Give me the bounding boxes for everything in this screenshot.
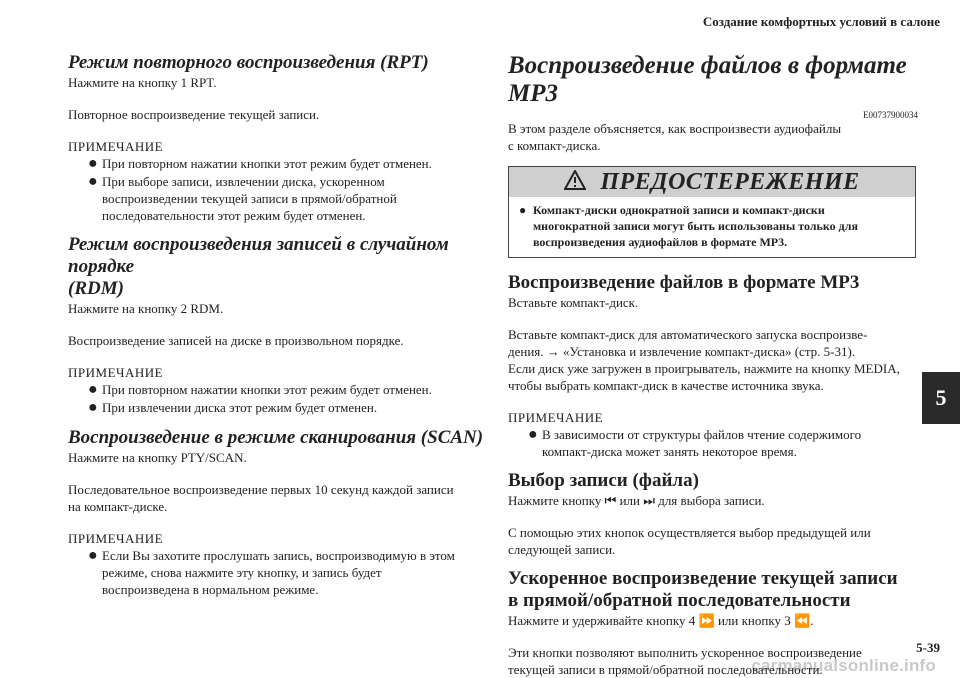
select-heading: Выбор записи (файла) xyxy=(508,470,699,491)
note-text: В зависимости от структуры файлов чтение содержимого xyxy=(542,427,862,442)
warning-body xyxy=(509,197,915,257)
note-text: При выборе записи, извлечении диска, ускоренном xyxy=(102,174,385,189)
rdm-note-item xyxy=(68,381,488,399)
rdm-instruction: Нажмите на кнопку 2 RDM. xyxy=(68,301,224,316)
scan-instruction: Нажмите на кнопку PTY/SCAN. xyxy=(68,450,247,465)
play-description: Если диск уже загружен в проигрыватель, нажмите на кнопку MEDIA, xyxy=(508,361,900,376)
rdm-note-item xyxy=(68,399,488,417)
warning-text: воспроизведения аудиофайлов в формате MP3. xyxy=(533,235,788,249)
note-text: Если Вы захотите прослушать запись, воспроизводимую в этом xyxy=(102,548,455,563)
play-description: Вставьте компакт-диск для автоматического запуска воспроизве- xyxy=(508,327,868,342)
text: или xyxy=(619,493,640,508)
rdm-heading: Режим воспроизведения записей в случайном порядке xyxy=(68,234,449,277)
play-note-label: ПРИМЕЧАНИЕ xyxy=(508,410,604,425)
bullet-icon xyxy=(88,547,102,598)
note-text: компакт-диска может занять некоторое время. xyxy=(542,444,797,459)
rpt-note-label: ПРИМЕЧАНИЕ xyxy=(68,139,164,154)
skip-back-icon: ⏮ xyxy=(604,493,617,508)
note-text: При повторном нажатии кнопки этот режим будет отменен. xyxy=(102,382,432,397)
rpt-note-item xyxy=(68,155,488,173)
scan-description: на компакт-диске. xyxy=(68,499,168,514)
page-number: 5-39 xyxy=(916,640,940,655)
play-description: дения. → «Установка и извлечение компакт-диска» (стр. 5-31). xyxy=(508,344,856,359)
note-text: воспроизведена в нормальном режиме. xyxy=(102,582,319,597)
ff-heading: Ускоренное воспроизведение текущей записи xyxy=(508,568,898,589)
note-text: режиме, снова нажмите эту кнопку, и запись будет xyxy=(102,565,382,580)
scan-note-label: ПРИМЕЧАНИЕ xyxy=(68,531,164,546)
bullet-icon xyxy=(88,155,102,173)
mp3-intro: В этом разделе объясняется, как воспроизвести аудиофайлы xyxy=(508,121,842,136)
warning-text: многократной записи могут быть использованы только для xyxy=(533,219,858,233)
note-text: последовательности этот режим будет отменен. xyxy=(102,208,366,223)
section-code: E00737900034 xyxy=(863,110,918,120)
text: или кнопку 3 xyxy=(717,613,791,628)
ff-description: текущей записи в прямой/обратной последовательности. xyxy=(508,662,823,677)
rdm-description: Воспроизведение записей на диске в произвольном порядке. xyxy=(68,333,404,348)
warning-item xyxy=(519,202,907,250)
rpt-description: Повторное воспроизведение текущей записи. xyxy=(68,107,320,122)
play-note-item xyxy=(508,426,918,460)
chapter-tab: 5 xyxy=(922,372,960,424)
select-description: С помощью этих кнопок осуществляется выбор предыдущей или xyxy=(508,525,871,540)
rdm-note-label: ПРИМЕЧАНИЕ xyxy=(68,365,164,380)
bullet-icon xyxy=(528,426,542,460)
skip-forward-icon: ⏭ xyxy=(643,493,655,508)
rewind-icon: ⏪ xyxy=(793,613,811,628)
fast-forward-icon: ⏩ xyxy=(698,613,715,628)
play-description: чтобы выбрать компакт-диск в качестве источника звука. xyxy=(508,378,824,393)
running-header: Создание комфортных условий в салоне xyxy=(702,14,940,29)
warning-title: ПРЕДОСТЕРЕЖЕНИЕ xyxy=(600,168,860,195)
warning-text: Компакт-диски однократной записи и компакт-диски xyxy=(533,203,825,217)
bullet-icon xyxy=(519,202,533,250)
watermark: carmanualsonline.info xyxy=(751,656,936,675)
left-column xyxy=(68,52,488,598)
rpt-heading: Режим повторного воспроизведения (RPT) xyxy=(68,52,429,73)
note-text: При извлечении диска этот режим будет отменен. xyxy=(102,400,378,415)
rpt-instruction: Нажмите на кнопку 1 RPT. xyxy=(68,75,217,90)
text: Нажмите и удерживайте кнопку 4 xyxy=(508,613,696,628)
ff-heading-cont: в прямой/обратной последовательности xyxy=(508,590,851,611)
warning-header xyxy=(509,167,915,197)
scan-heading: Воспроизведение в режиме сканирования (SCAN) xyxy=(68,427,484,448)
note-text: При повторном нажатии кнопки этот режим будет отменен. xyxy=(102,156,432,171)
ff-description: Эти кнопки позволяют выполнить ускоренное воспроизведение xyxy=(508,645,862,660)
right-column xyxy=(508,52,918,678)
scan-note-item xyxy=(68,547,488,598)
bullet-icon xyxy=(88,173,102,224)
play-instruction: Вставьте компакт-диск. xyxy=(508,295,639,310)
select-instruction xyxy=(508,492,918,509)
select-description: следующей записи. xyxy=(508,542,616,557)
text: Нажмите кнопку xyxy=(508,493,602,508)
text: для выбора записи. xyxy=(658,493,765,508)
mp3-main-heading: Воспроизведение файлов в формате MP3 xyxy=(508,52,907,107)
note-text: воспроизведении текущей записи в прямой/обратной xyxy=(102,191,397,206)
warning-box xyxy=(508,166,916,258)
play-heading: Воспроизведение файлов в формате MP3 xyxy=(508,272,860,293)
bullet-icon xyxy=(88,381,102,399)
rdm-heading-cont: (RDM) xyxy=(68,278,124,299)
warning-triangle-icon xyxy=(564,170,586,195)
ff-instruction: Нажмите и удерживайте кнопку 4 ⏩ или кнопку 3 ⏪. xyxy=(508,613,814,628)
scan-description: Последовательное воспроизведение первых 10 секунд каждой записи xyxy=(68,482,454,497)
bullet-icon xyxy=(88,399,102,417)
mp3-intro: с компакт-диска. xyxy=(508,138,601,153)
rpt-note-item xyxy=(68,173,488,224)
